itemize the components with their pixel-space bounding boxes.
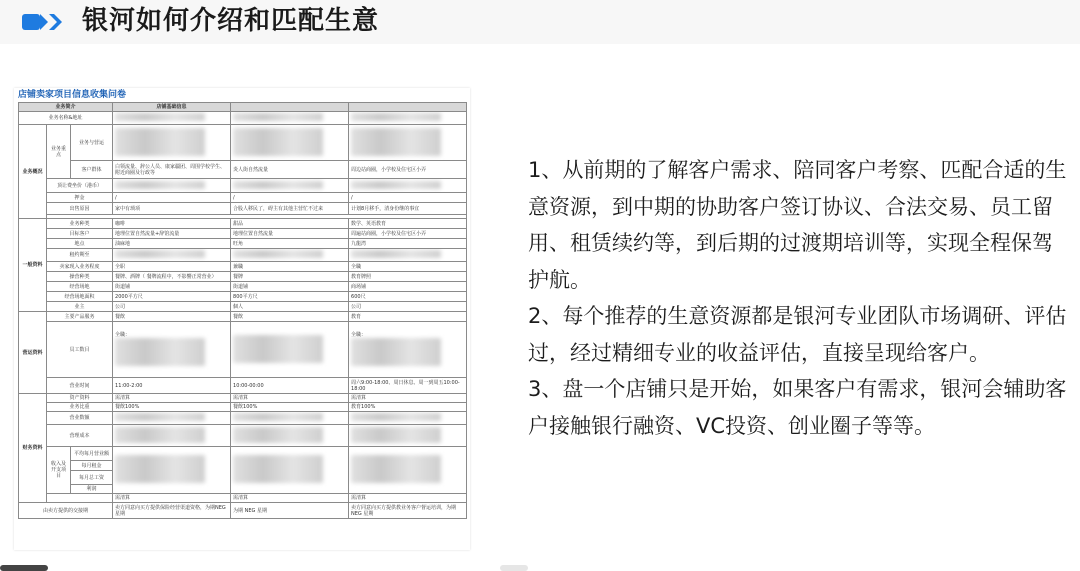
table-cell: 九龍湾 bbox=[349, 239, 467, 249]
table-row bbox=[19, 394, 467, 403]
table-cell: 2000平方尺 bbox=[113, 292, 231, 302]
table-row bbox=[19, 494, 467, 503]
table-cell: 600尺 bbox=[349, 292, 467, 302]
row-label: 经营场地面积 bbox=[47, 292, 113, 302]
table-cell: 咖啡 bbox=[113, 219, 231, 229]
table-row bbox=[19, 292, 467, 302]
redacted-block bbox=[351, 181, 441, 189]
table-cell: 餐飲 bbox=[231, 312, 349, 322]
table-cell: 兼職 bbox=[231, 262, 349, 272]
row-label: 租约期至 bbox=[47, 249, 113, 262]
redacted-block bbox=[351, 455, 441, 483]
table-cell: 卖方同意向买方提供教业务客户督运培训，为期NEG 星期 bbox=[349, 503, 467, 519]
point-3: 3、盘一个店铺只是开始，如果客户有需求，银河会辅助客户接触银行融资、VC投资、创业圈子等等。 bbox=[528, 377, 1067, 438]
table-cell: 需清算 bbox=[113, 494, 231, 503]
table-cell: 需清算 bbox=[349, 394, 467, 403]
table-cell: / bbox=[231, 193, 349, 203]
redacted-block bbox=[351, 338, 441, 366]
table-cell: 公司 bbox=[113, 302, 231, 312]
table-cell: 商场铺 bbox=[349, 282, 467, 292]
redacted-block bbox=[351, 113, 441, 121]
row-label: 业务重点 bbox=[47, 125, 71, 179]
table-cell: 街道铺 bbox=[231, 282, 349, 292]
table-row bbox=[19, 125, 467, 161]
section-label: 业务概况 bbox=[19, 125, 47, 219]
table-row bbox=[19, 219, 467, 229]
redacted-block bbox=[115, 128, 205, 156]
table-row bbox=[19, 447, 467, 461]
redacted-block bbox=[115, 413, 205, 421]
table-row bbox=[19, 249, 467, 262]
row-label: 操营种类 bbox=[47, 272, 113, 282]
row-label: 营业时间 bbox=[47, 378, 113, 394]
redacted-block bbox=[233, 128, 323, 156]
table-row bbox=[19, 193, 467, 203]
table-cell: 计划8月移手，清身份继的事宜 bbox=[349, 203, 467, 215]
row-label: 每月总工资 bbox=[71, 471, 113, 485]
redacted-block bbox=[233, 455, 323, 483]
row-label: 由卖方提供的交接期 bbox=[19, 503, 113, 519]
row-label: 资产资料 bbox=[47, 394, 113, 403]
document-title: 店铺卖家项目信息收集问卷 bbox=[18, 90, 127, 100]
row-label: 利润 bbox=[71, 485, 113, 494]
point-1: 1、从前期的了解客户需求、陪同客户考察、匹配合适的生意资源，到中期的协助客户签订协议、合法交易、员工留用、租赁续约等，到后期的过渡期培训等，实现全程保驾护航。 bbox=[528, 158, 1067, 292]
header-cell: 店铺基础信息 bbox=[113, 103, 231, 112]
row-label: 地点 bbox=[47, 239, 113, 249]
header-cell: 业务简介 bbox=[19, 103, 113, 112]
table-row bbox=[19, 322, 467, 378]
table-row bbox=[19, 203, 467, 215]
table-row bbox=[19, 412, 467, 425]
table-row bbox=[19, 425, 467, 447]
redacted-block bbox=[351, 250, 441, 258]
table-cell: 餐牌 bbox=[231, 272, 349, 282]
table-cell: 合股人移民了，碍主有其他主营忙不过来 bbox=[231, 203, 349, 215]
page-title: 银河如何介绍和匹配生意 bbox=[82, 6, 380, 36]
table-cell: 需清算 bbox=[113, 394, 231, 403]
table-cell: 餐飲100% bbox=[113, 403, 231, 412]
table-cell: 周边站商圈，小学校及住宅区小弄 bbox=[349, 161, 467, 179]
section-label: 财务资料 bbox=[19, 394, 47, 503]
table-cell: 全職： bbox=[351, 331, 367, 338]
table-cell: 10:00-00:00 bbox=[231, 378, 349, 394]
redacted-block bbox=[115, 181, 205, 189]
redacted-block bbox=[233, 427, 323, 443]
redacted-block bbox=[115, 250, 205, 258]
row-label: 业主 bbox=[47, 302, 113, 312]
table-cell: 街道铺 bbox=[113, 282, 231, 292]
table-row bbox=[19, 403, 467, 412]
table-cell: 公司 bbox=[349, 302, 467, 312]
redacted-block bbox=[233, 250, 323, 258]
table-cell: / bbox=[113, 193, 231, 203]
table-cell: 11:00-2:00 bbox=[113, 378, 231, 394]
table-cell: 家中有琐项 bbox=[113, 203, 231, 215]
row-label: 收入及开支项目 bbox=[47, 447, 71, 494]
redacted-block bbox=[233, 181, 323, 189]
page-indicator bbox=[500, 565, 528, 571]
redacted-block bbox=[233, 413, 323, 421]
redacted-block bbox=[115, 338, 205, 366]
row-label: 员工数目 bbox=[47, 322, 113, 378]
row-label: 经营场地 bbox=[47, 282, 113, 292]
row-label: 押金 bbox=[47, 193, 113, 203]
table-row bbox=[19, 262, 467, 272]
table-row bbox=[19, 282, 467, 292]
row-label: 每月租金 bbox=[71, 461, 113, 471]
row-label: 业务比重 bbox=[47, 403, 113, 412]
redacted-block bbox=[115, 455, 205, 483]
double-chevron-right-icon bbox=[22, 12, 68, 32]
table-row bbox=[19, 312, 467, 322]
redacted-block bbox=[115, 427, 205, 443]
table-cell: 全職： bbox=[115, 331, 131, 338]
table-cell: 教育100% bbox=[349, 403, 467, 412]
table-row bbox=[19, 272, 467, 282]
table-cell: 为期 NEG 星期 bbox=[231, 503, 349, 519]
redacted-block bbox=[351, 427, 441, 443]
row-label: 业务名称&地址 bbox=[19, 112, 113, 125]
row-label: 主要产品服务 bbox=[47, 312, 113, 322]
table-cell: 地理位置自然流量 bbox=[231, 229, 349, 239]
table-cell: 旺角 bbox=[231, 239, 349, 249]
table-row bbox=[19, 239, 467, 249]
table-cell: 個人 bbox=[231, 302, 349, 312]
table-cell: 炎人街自然流量 bbox=[231, 161, 349, 179]
table-cell: 需清算 bbox=[231, 494, 349, 503]
row-label: 营理成本 bbox=[47, 425, 113, 447]
row-label: 业务与营运 bbox=[71, 125, 113, 161]
service-description bbox=[528, 152, 1068, 444]
row-label: 平均每月营业额 bbox=[71, 447, 113, 461]
table-cell: 周遍站商圈，小学校及住宅区小弄 bbox=[349, 229, 467, 239]
row-label: 营业数额 bbox=[47, 412, 113, 425]
table-row bbox=[19, 161, 467, 179]
redacted-block bbox=[115, 113, 205, 121]
redacted-block bbox=[351, 128, 441, 156]
table-cell: 需清算 bbox=[349, 494, 467, 503]
table-cell: 白领流量、辞公人员、康家疆团、周围学校学生、附近商圈及行政等 bbox=[113, 161, 231, 179]
table-cell: 需清算 bbox=[231, 394, 349, 403]
table-cell: 教育牌照 bbox=[349, 272, 467, 282]
table-cell: 餐飲 bbox=[113, 312, 231, 322]
table-cell: 油麻地 bbox=[113, 239, 231, 249]
table-cell: 甜品 bbox=[231, 219, 349, 229]
table-cell: 周六9:00-18:00、周日休息、周一到周五10:00-18:00 bbox=[349, 378, 467, 394]
table-row bbox=[19, 103, 467, 112]
table-row bbox=[19, 378, 467, 394]
row-label: 客户群体 bbox=[71, 161, 113, 179]
row-label: 顶让费坐价（港币） bbox=[47, 179, 113, 193]
questionnaire-table bbox=[18, 102, 467, 519]
header-bar bbox=[0, 0, 1080, 44]
questionnaire-document bbox=[14, 88, 470, 550]
scroll-indicator bbox=[0, 565, 48, 571]
section-label: 一般资料 bbox=[19, 219, 47, 312]
table-cell: 餐牌、酒牌（ 餐牌流程中，不影響正常营业） bbox=[113, 272, 231, 282]
table-row bbox=[19, 112, 467, 125]
section-label: 营运资料 bbox=[19, 312, 47, 394]
table-cell: 餐飲100% bbox=[231, 403, 349, 412]
table-cell: 800平方尺 bbox=[231, 292, 349, 302]
table-cell: 全职 bbox=[113, 262, 231, 272]
point-2: 2、每个推荐的生意资源都是银河专业团队市场调研、评估过，经过精细专业的收益评估，直接呈现给客户。 bbox=[528, 304, 1067, 365]
table-row bbox=[19, 302, 467, 312]
redacted-block bbox=[233, 113, 323, 121]
table-row bbox=[19, 179, 467, 193]
row-label: 卖家现入业务程度 bbox=[47, 262, 113, 272]
table-cell: 数学、英语教育 bbox=[349, 219, 467, 229]
row-label: 目标客户 bbox=[47, 229, 113, 239]
table-cell: 教育 bbox=[349, 312, 467, 322]
row-label: 业务种类 bbox=[47, 219, 113, 229]
redacted-block bbox=[351, 413, 441, 421]
row-label: 出售原因 bbox=[47, 203, 113, 215]
table-cell: / bbox=[349, 193, 467, 203]
table-cell: 地理位置自然流量+辞馆流量 bbox=[113, 229, 231, 239]
table-cell: 卖方同意向买方提供保险经营渠道资格，为期NEG 星期 bbox=[113, 503, 231, 519]
table-row bbox=[19, 503, 467, 519]
table-row bbox=[19, 229, 467, 239]
table-cell: 全職 bbox=[349, 262, 467, 272]
redacted-block bbox=[233, 335, 323, 363]
